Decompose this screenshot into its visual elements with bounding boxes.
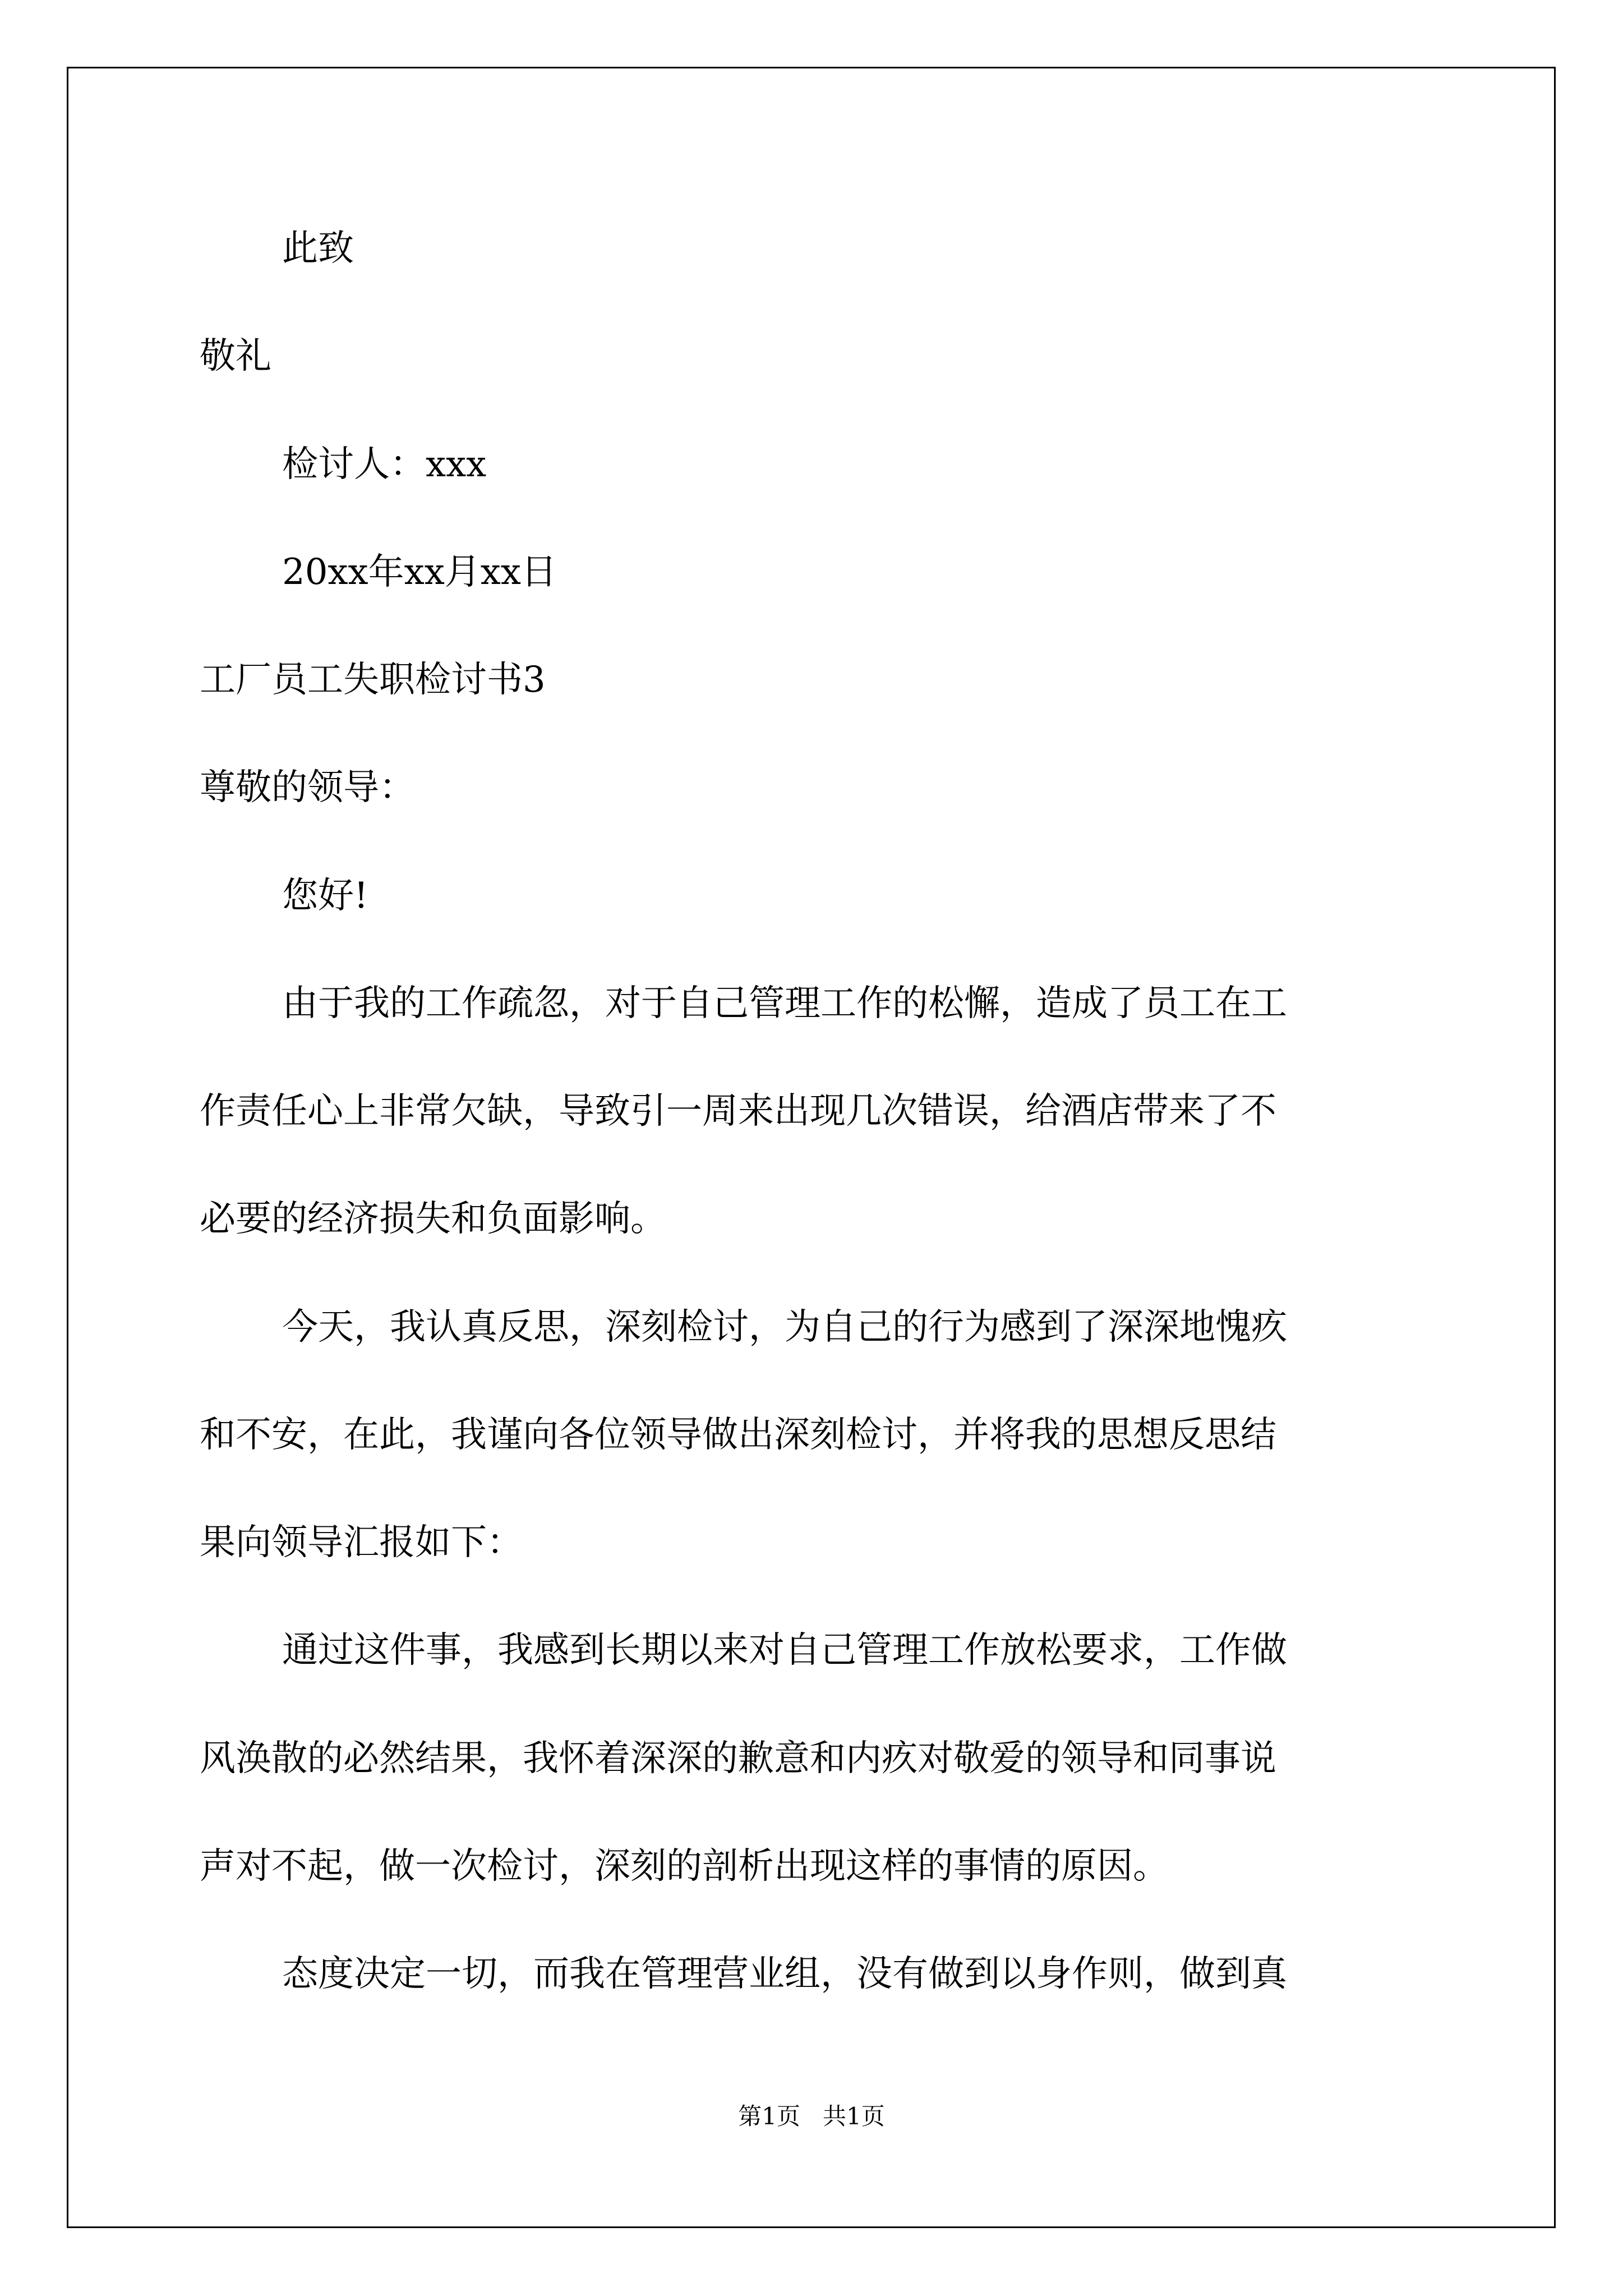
paragraph-2-line-3: 果向领导汇报如下： [200,1522,523,1563]
paragraph-1-line-3: 必要的经济损失和负面影响。 [200,1198,666,1240]
paragraph-2-line-1: 今天，我认真反思，深刻检讨，为自己的行为感到了深深地愧疚 [282,1306,1287,1348]
section-title: 工厂员工失职检讨书3 [200,659,546,701]
page-border [67,67,1556,2228]
paragraph-4-line-1: 态度决定一切，而我在管理营业组，没有做到以身作则，做到真 [282,1953,1287,1995]
signatory-line: 检讨人：xxx [282,444,487,485]
page-footer: 第1页 共1页 [738,2102,885,2130]
greeting-line: 尊敬的领导： [200,767,415,808]
date-line: 20xx年xx月xx日 [282,551,557,593]
hello-line: 您好! [282,875,368,917]
closing-phrase: 此致 [282,228,354,269]
paragraph-3-line-3: 声对不起，做一次检讨，深刻的剖析出现这样的事情的原因。 [200,1846,1169,1887]
paragraph-1-line-1: 由于我的工作疏忽，对于自己管理工作的松懈，造成了员工在工 [282,983,1287,1024]
closing-salutation: 敬礼 [200,335,271,377]
paragraph-1-line-2: 作责任心上非常欠缺，导致引一周来出现几次错误，给酒店带来了不 [200,1091,1276,1132]
paragraph-3-line-2: 风涣散的必然结果，我怀着深深的歉意和内疚对敬爱的领导和同事说 [200,1738,1276,1779]
paragraph-3-line-1: 通过这件事，我感到长期以来对自己管理工作放松要求，工作做 [282,1630,1287,1671]
paragraph-2-line-2: 和不安，在此，我谨向各位领导做出深刻检讨，并将我的思想反思结 [200,1414,1276,1456]
